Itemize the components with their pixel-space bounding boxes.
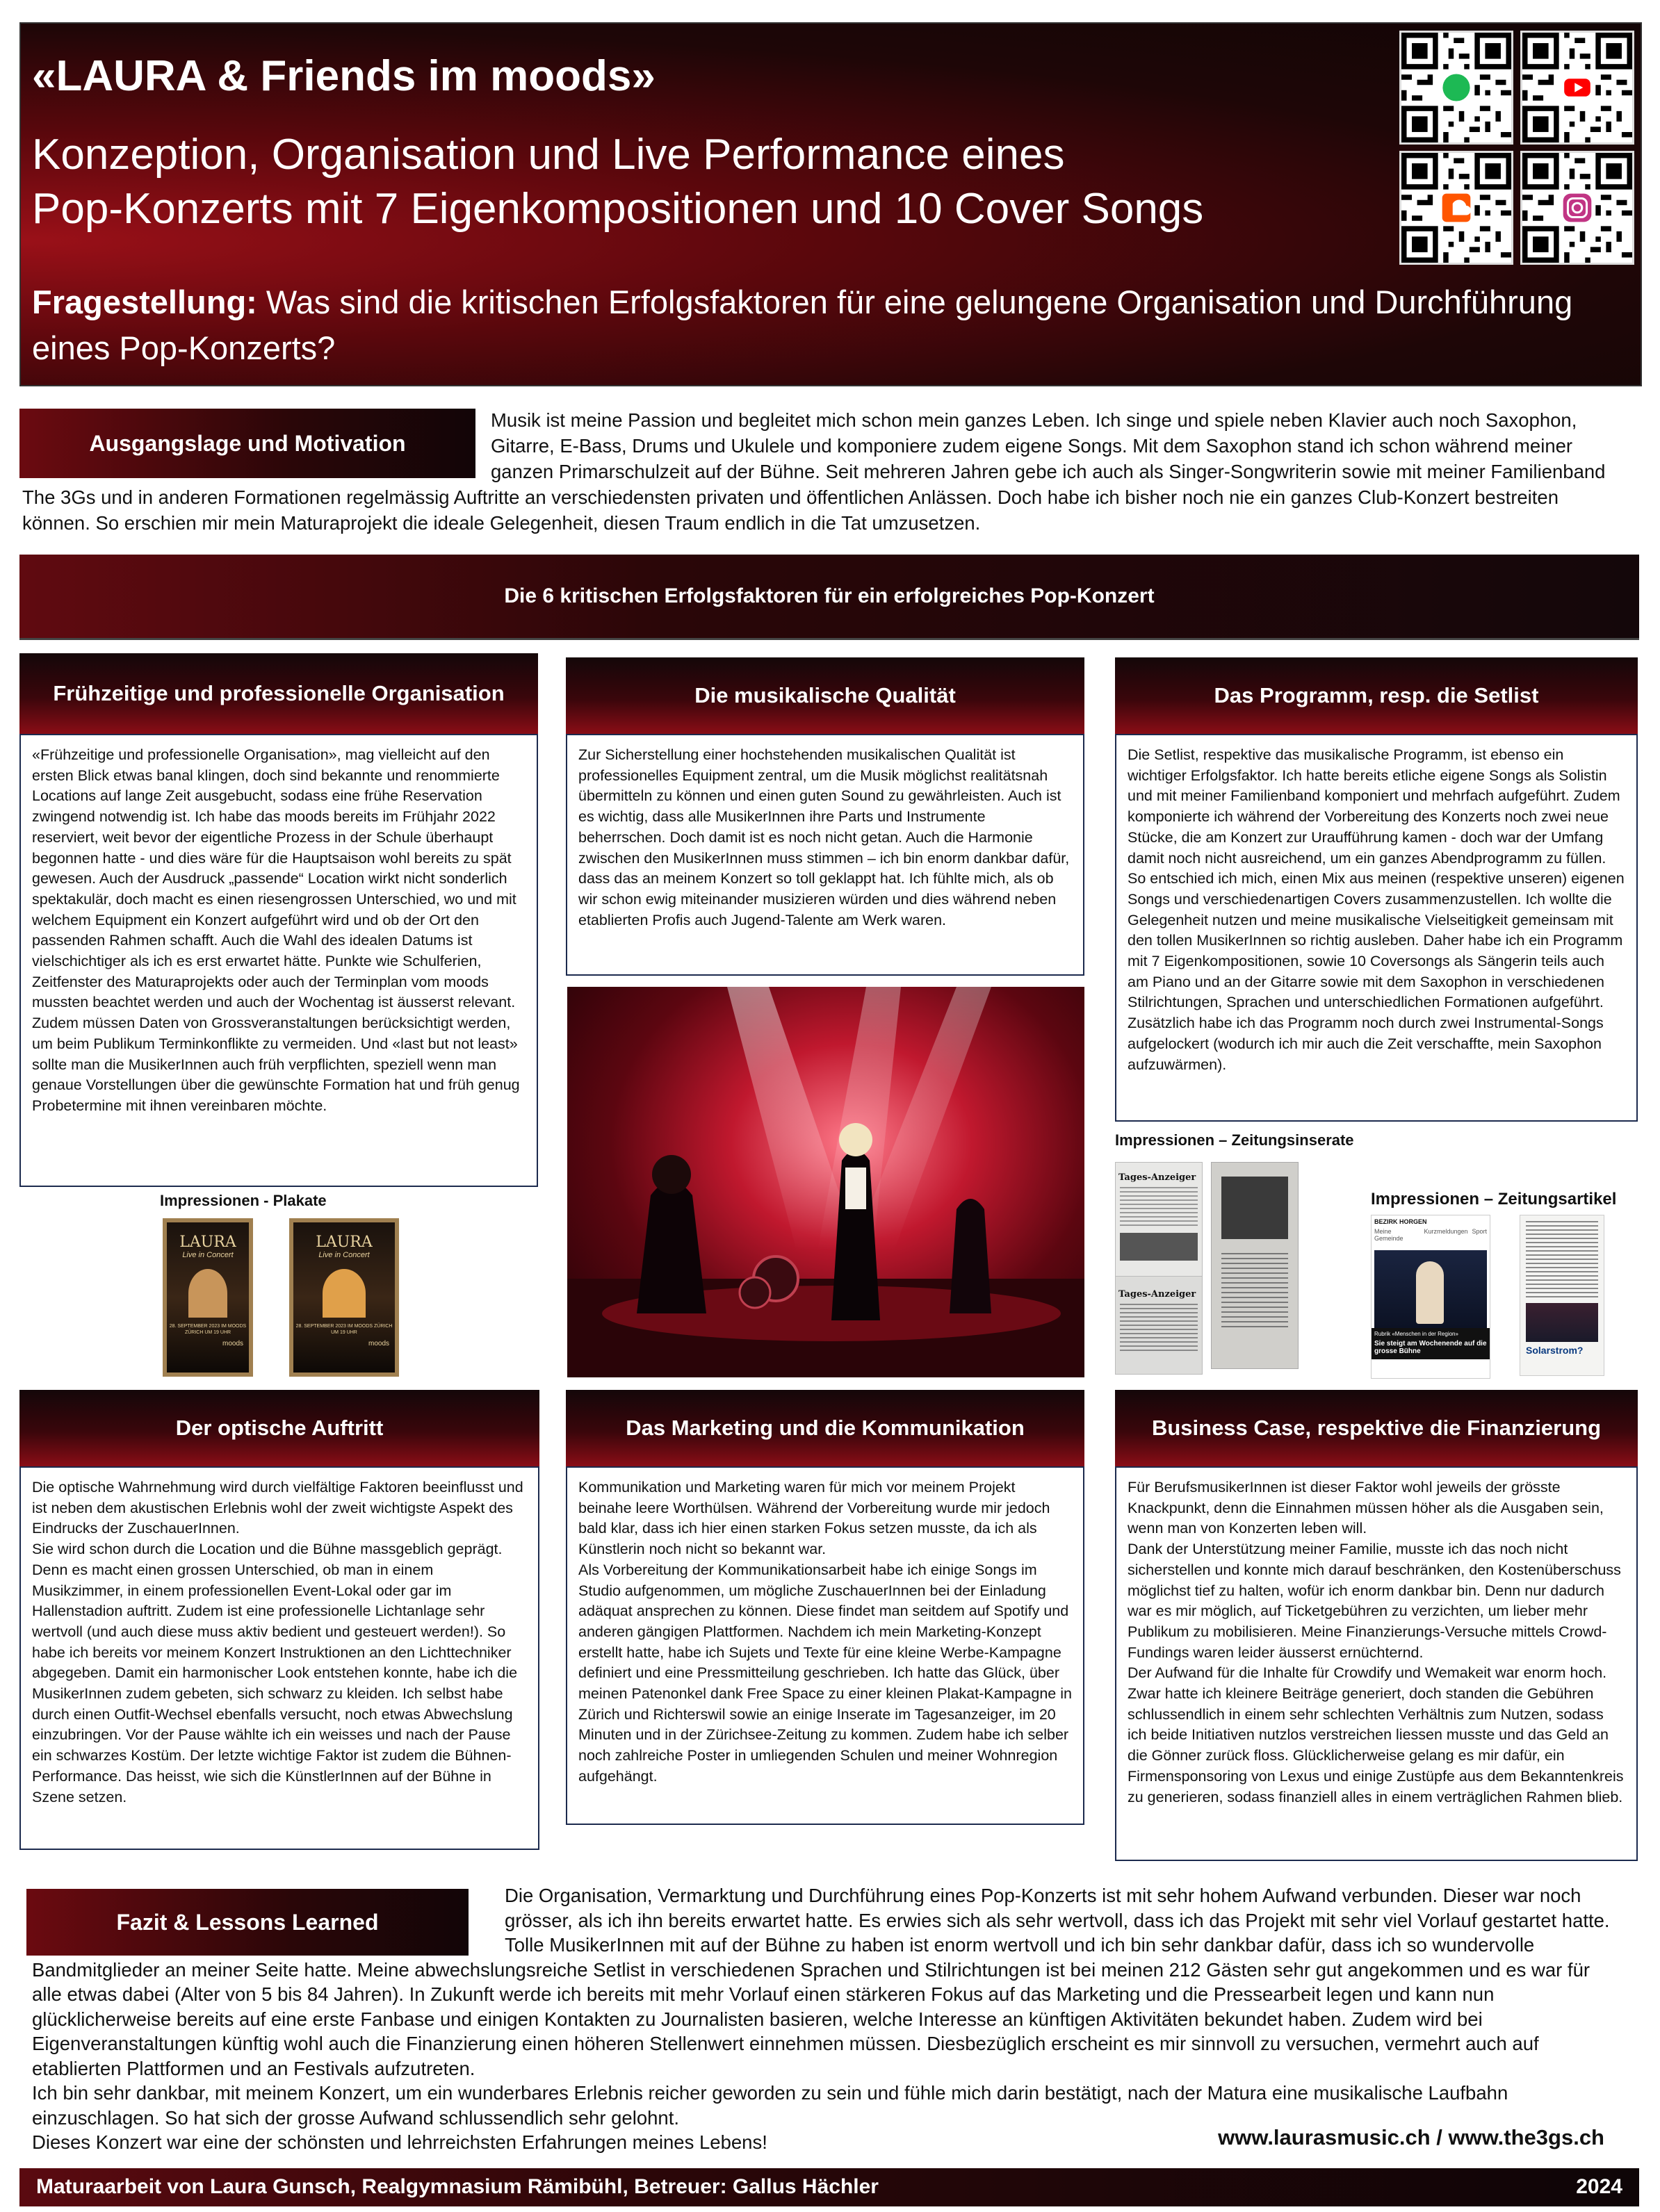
concert-photo [567,987,1084,1377]
factor-3-title: Das Programm, resp. die Setlist [1115,657,1638,736]
factors-heading: Die 6 kritischen Erfolgsfaktoren für ein erfolgreiches Pop-Konzert [19,555,1639,640]
footer-credit: Maturaarbeit von Laura Gunsch, Realgymnasium Rämibühl, Betreuer: Gallus Hächler [36,2175,879,2198]
motivation-label: Ausgangslage und Motivation [19,409,475,478]
youtube-qr-code[interactable] [1520,31,1634,145]
newspaper-ad-3 [1211,1162,1299,1369]
poster-header [19,22,1642,386]
research-question: Fragestellung: Was sind die kritischen Erfolgsfaktoren für eine gelungene Organisation und Durchführung eines Pop-Konzerts? [32,284,1573,366]
factor-1-title: Frühzeitige und professionelle Organisation [19,653,538,736]
factor-3-box: Die Setlist, respektive das musikalische Programm, ist ebenso ein wichtiger Erfolgsfaktor. Ich hatte bereits etliche eigene Songs als Solistin und mit meiner Familienband komponiert und mehrfach aufgeführt. Zudem komponierte ich während der Vorbereitung des Konzerts noch zwei neue Stücke, die am Konzert zur Uraufführung kamen - doch war der Umfang damit noch nicht ausreichend, um ein ganzes Abendprogramm zu füllen. So entschied ich mich, einen Mix aus meinen (respektive unseren) eigenen Songs und verschiedenartigen Covers zusammenzustellen. Ich wollte die Gelegenheit nutzen und meine musikalische Vielseitigkeit gemeinsam mit den tollen MusikerInnen so richtig ausleben. Daher habe ich ein Programm mit 7 Eigenkompositionen, sowie 10 Coversongs als Sängerin teils auch am Piano und an der Gitarre sowie mit dem Saxophon in verschiedenen Stilrichtungen, Sprachen und unterschiedlichen Formationen aufgeführt. Zusätzlich habe ich das Programm noch durch zwei Instrumental-Songs aufgelockert (wodurch ich mir auch die Zeit verschaffte, mein Saxophon aufzuwärmen). [1115,734,1638,1122]
spotify-icon [1442,74,1470,101]
newspaper-article-1: BEZIRK HORGEN Meine Gemeinde Kurzmeldungen Sport Rubrik «Menschen in der Region» Sie steigt am Wochenende auf die grosse Bühne [1371,1215,1490,1379]
website-links[interactable]: www.laurasmusic.ch / www.the3gs.ch [1218,2125,1604,2149]
newspaper-article-2: Solarstrom? [1520,1215,1604,1376]
soundcloud-qr-code[interactable] [1399,151,1513,265]
fazit-text: Die Organisation, Vermarktung und Durchführung eines Pop-Konzerts ist mit sehr hohem Aufwand verbunden. Dieser war noch grösser, als ich ihn bereits erwartet hatte. Es erwies sich als sehr wertvoll, dass ich das Projekt mit sehr viel Vorlauf gestartet hatte. Tolle MusikerInnen mit auf der Bühne zu haben ist enorm wertvoll und ich bin sehr dankbar dafür, dass ich so wundervolle Bandmitglieder an meiner Seite hatte. Meine abwechslungsreiche Setlist in verschiedenen Sprachen und Stilrichtungen ist bei meinen 212 Gästen sehr gut angekommen und es war für alle etwas dabei (Alter von 5 bis 84 Jahren). In Zukunft werde ich bereits mit mehr Vorlauf einen stärkeren Fokus auf das Marketing und die Pressearbeit legen und kann nun glücklicherweise bereits auf eine erste Fanbase und einigen Kontakten zu Journalisten basieren, welche Interesse an künftigen Aktivitäten bekundet haben. Zudem wird bei Eigenveranstaltungen künftig wohl auch die Finanzierung einen höheren Stellenwert einnehmen müssen. Diesbezüglich erscheint es mir sinnvoll zu versuchen, vermehrt auch auf etablierten Plattformen und an Festivals aufzutreten. Ich bin sehr dankbar, mit meinem Konzert, um ein wunderbares Erlebnis reicher geworden zu sein und fühle mich darin bestätigt, nach der Matura eine musikalische Laufbahn einzuschlagen. So hat sich der grosse Aufwand schlussendlich sehr gelohnt. Dieses Konzert war eine der schönsten und lehrreichsten Erfahrungen meines Lebens! [32,1885,1610,2153]
factor-6-title: Business Case, respektive die Finanzierung [1115,1390,1638,1468]
spotify-qr-code[interactable] [1399,31,1513,145]
factor-4-title: Der optische Auftritt [19,1390,539,1468]
factor-2-box: Zur Sicherstellung einer hochstehenden musikalischen Qualität ist professionelles Equipment zentral, um die Musik möglichst realitätsnah übermitteln zu können und einen guten Sound zu gewährleisten. Auch ist es wichtig, dass alle MusikerInnen ihre Parts und Instrumente beherrschen. Doch damit ist es noch nicht getan. Auch die Harmonie zwischen den MusikerInnen muss stimmen – ich bin enorm dankbar dafür, dass das an meinem Konzert so toll geklappt hat. Ich fühlte mich, als ob wir schon ewig miteinander musizieren würden und dies während neben etablierten Profis auch Jugend-Talente am Werk waren. [566,734,1084,976]
factor-5-box: Kommunikation und Marketing waren für mich vor meinem Projekt beinahe leere Worthülsen. Während der Vorbereitung wurde mir jedoch bald klar, dass ich hier einen starken Fokus setzen musste, da ich als Künstlerin noch nicht so bekannt war. Als Vorbereitung der Kommunikationsarbeit habe ich einige Songs im Studio aufgenommen, um mögliche ZuschauerInnen bei der Einladung adäquat ansprechen zu können. Diese findet man seitdem auf Spotify und anderen gängigen Plattformen. Nachdem ich mein Marketing-Konzept erstellt hatte, habe ich Sujets und Texte für eine kleine Werbe-Kampagne definiert und eine Pressmitteilung geschrieben. Ich hatte das Glück, über meinen Patenonkel dank Free Space zu einer kleinen Plakat-Kampagne in Zürich und Richterswil sowie an einige Inserate im Tagesanzeiger, im 20 Minuten und in der Zürichsee-Zeitung zu kommen. Zudem habe ich selber noch zahlreiche Poster in umliegenden Schulen und meiner Wohnregion aufgehängt. [566,1466,1084,1825]
poster-subtitle: Konzeption, Organisation und Live Performance eines Pop-Konzerts mit 7 Eigenkompositionen und 10 Cover Songs [32,131,1204,233]
fazit-label: Fazit & Lessons Learned [26,1889,469,1956]
poster-title: «LAURA & Friends im moods» [32,52,656,100]
factor-1-box: «Frühzeitige und professionelle Organisation», mag vielleicht auf den ersten Blick etwas banal klingen, doch sind bekannte und renommierte Locations auf lange Zeit ausgebucht, sodass eine frühe Reservation zwingend notwendig ist. Ich habe das moods bereits im Frühjahr 2022 reserviert, weit bevor der eigentliche Prozess in der Schule überhaupt begonnen hatte - und dies wäre für die Hauptsaison wohl bereits zu spät gewesen. Auch der Ausdruck „passende“ Location wirkt nicht sonderlich spektakulär, doch macht es einen riesengrossen Unterschied, wo und mit welchem Equipment ein Konzert aufgeführt wird und ob der Ort den passenden Rahmen schafft. Auch die Wahl des idealen Datums ist vielschichtiger als ich es erst erwartet hätte. Punkte wie Schulferien, Zeitfenster des Maturaprojekts oder auch der Terminplan vom moods mussten beachtet werden und auch der Wochentag ist äusserst relevant. Zudem müssen Daten von Grossveranstaltungen berücksichtigt werden, um beim Publikum Terminkonflikte zu vermeiden. Und «last but not least» sollte man die MusikerInnen auch früh verpflichten, speziell wenn man genaue Vorstellungen über die gewünschte Formation hat und früh genug Probetermine mit ihnen vereinbaren möchte. [19,734,538,1187]
factor-4-box: Die optische Wahrnehmung wird durch vielfältige Faktoren beeinflusst und ist neben dem akustischen Erlebnis wohl der zweit wichtigste Aspekt des Eindrucks der ZuschauerInnen. Sie wird schon durch die Location und die Bühne massgeblich geprägt. Denn es macht einen grossen Unterschied, ob man in einem Musikzimmer, in einem professionellen Event-Lokal oder gar im Hallenstadion auftritt. Zudem ist eine professionelle Lichtanlage sehr wertvoll (und auch diese muss aktiv bedient und gesteuert werden!). So habe ich bereits vor meinem Konzert Instruktionen an den Lichttechniker abgegeben. Damit ein harmonischer Look entstehen konnte, habe ich die MusikerInnen zudem gebeten, sich schwarz zu kleiden. Ich selbst habe durch einen Outfit-Wechsel ebenfalls versucht, noch etwas Abwechslung einzubringen. Vor der Pause wählte ich ein weisses und nach der Pause ein schwarzes Kostüm. Der letzte wichtige Faktor ist zudem die Bühnen-Performance. Das heisst, wie sich die KünstlerInnen auf der Bühne in Szene setzen. [19,1466,539,1850]
newspaper-ad-1: Tages-Anzeiger [1115,1162,1203,1280]
inserate-caption: Impressionen – Zeitungsinserate [1115,1131,1354,1149]
instagram-qr-code[interactable] [1520,151,1634,265]
concert-poster-1: LAURA Live in Concert 28. SEPTEMBER 2023 IM MOODS ZÜRICH UM 19 UHR moods [163,1218,253,1377]
factor-2-title: Die musikalische Qualität [566,657,1084,736]
newspaper-ad-2: Tages-Anzeiger [1115,1276,1203,1375]
artikel-caption: Impressionen – Zeitungsartikel [1371,1190,1617,1209]
concert-poster-2: LAURA Live in Concert 28. SEPTEMBER 2023 IM MOODS ZÜRICH UM 19 UHR moods [289,1218,399,1377]
factor-6-box: Für BerufsmusikerInnen ist dieser Faktor wohl jeweils der grösste Knackpunkt, denn die Einnahmen müssen höher als die Ausgaben sein, wenn man von Konzerten leben will. Dank der Unterstützung meiner Familie, musste ich das noch nicht sicherstellen und konnte mich darauf beschränken, den Kostenüberschuss möglichst tief zu halten, wofür ich enorm dankbar bin. Denn nur dadurch war es mir möglich, auf Ticketgebühren zu verzichten, um lieber mehr Publikum zu mobilisieren. Meine Finanzierungs-Versuche mittels Crowd-Fundings waren leider äusserst ernüchternd. Der Aufwand für die Inhalte für Crowdify und Wemakeit war enorm hoch. Zwar hatte ich kleinere Beiträge generiert, doch standen die Gebühren schlussendlich in einem sehr schlechten Verhältnis zum Nutzen, sodass ich beide Initiativen nutzlos verstreichen liessen musste und das Geld an die Gönner zurück floss. Glücklicherweise gelang es mir dafür, ein Firmensponsoring von Lexus und einige Zustüpfe aus dem Bekanntenkreis zu generieren, sodass finanziell alles in einem verträglichen Rahmen blieb. [1115,1466,1638,1861]
footer-year: 2024 [1576,2175,1622,2198]
factor-5-title: Das Marketing und die Kommunikation [566,1390,1084,1468]
poster-footer [19,2168,1639,2206]
motivation-text: Musik ist meine Passion und begleitet mich schon mein ganzes Leben. Ich singe und spiele neben Klavier auch noch Saxophon, Gitarre, E-Bass, Drums und Ukulele und komponiere zudem eigene Songs. Mit dem Saxophon stand ich schon während meiner ganzen Primarschulzeit auf der Bühne. Seit mehreren Jahren gebe ich auch als Singer-Songwriterin sowie mit meiner Familienband The 3Gs und in anderen Formationen regelmässig Auftritte an verschiedensten privaten und öffentlichen Anlässen. Doch habe ich bisher noch nie ein ganzes Club-Konzert bestreiten können. So erschien mir mein Maturaprojekt die ideale Gelegenheit, diesen Traum endlich in die Tat umzusetzen. [22,409,1606,534]
plakate-caption: Impressionen - Plakate [160,1192,327,1209]
